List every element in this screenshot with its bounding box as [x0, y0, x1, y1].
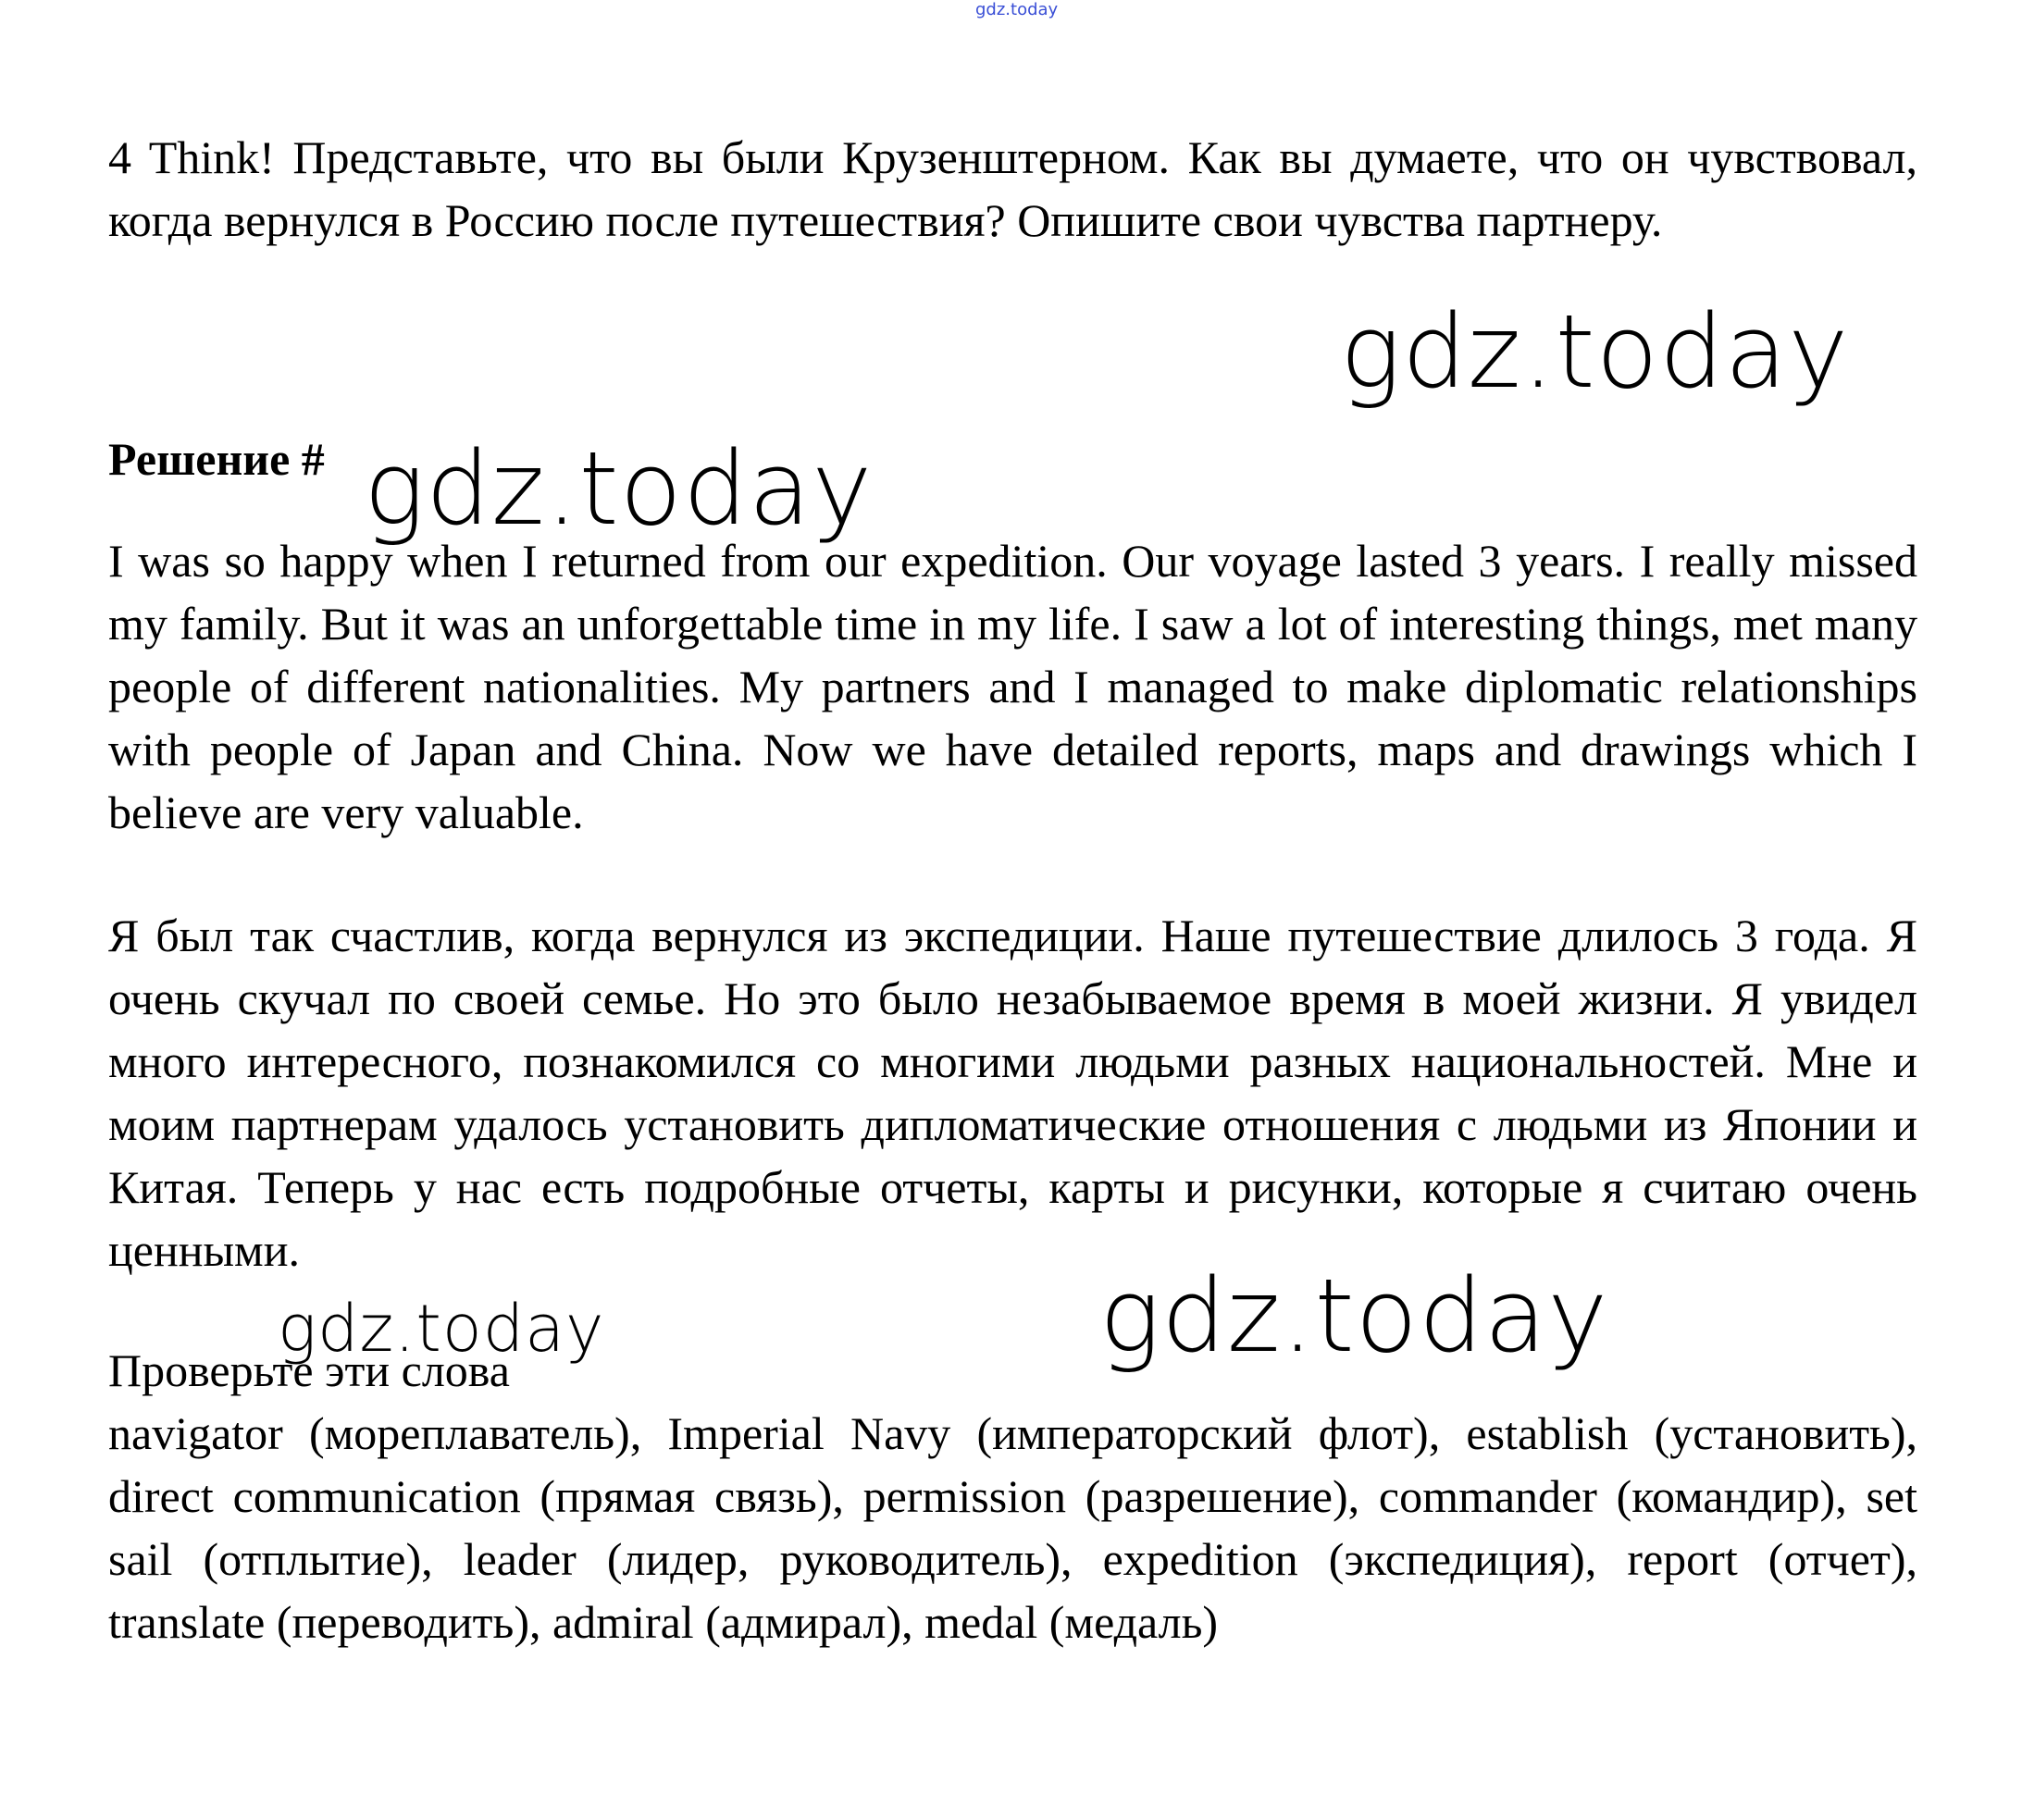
vocabulary-words: navigator (мореплаватель), Imperial Navy (императорский флот), establish (установить), direct communication (прямая связь), permission (разрешение), commander (командир), set sail (отплытие), leader (лидер, руководитель), expedition (экспедиция), report (отчет), translate (переводить), admiral (адмирал), medal (медаль) — [108, 1407, 1917, 1648]
watermark-large-2: gdz.today — [364, 429, 874, 548]
answer-english: I was so happy when I returned from our expedition. Our voyage lasted 3 years. I really missed my family. But it was an unforgettable time in my life. I saw a lot of interesting things, met many people of different nationalities. My partners and I managed to make diplomatic relationships with people of Japan and China. Now we have detailed reports, maps and drawings which I believe are very valuable. — [108, 535, 1917, 838]
answer-russian: Я был так счастлив, когда вернулся из экспедиции. Наше путешествие длилось 3 года. Я очень скучал по своей семье. Но это было незабываемое время в моей жизни. Я увидел много интересного, познакомился со многими людьми разных национальностей. Мне и моим партнерам удалось установить дипломатические отношения с людьми из Японии и Китая. Теперь у нас есть подробные отчеты, карты и рисунки, которые я считаю очень ценными. — [108, 910, 1917, 1276]
task-text: 4 Think! Представьте, что вы были Крузенштерном. Как вы думаете, что он чувствовал, когда вернулся в Россию после путешествия? Опишите свои чувства партнеру. — [108, 131, 1917, 246]
watermark-large-4: gdz.today — [1099, 1257, 1609, 1375]
vocabulary-heading: Проверьте эти слова — [108, 1344, 510, 1396]
watermark-large-3: gdz.today — [278, 1291, 605, 1367]
solution-heading: Решение # — [108, 433, 325, 485]
watermark-large-1: gdz.today — [1340, 292, 1850, 411]
watermark-top: gdz.today — [975, 0, 1059, 19]
